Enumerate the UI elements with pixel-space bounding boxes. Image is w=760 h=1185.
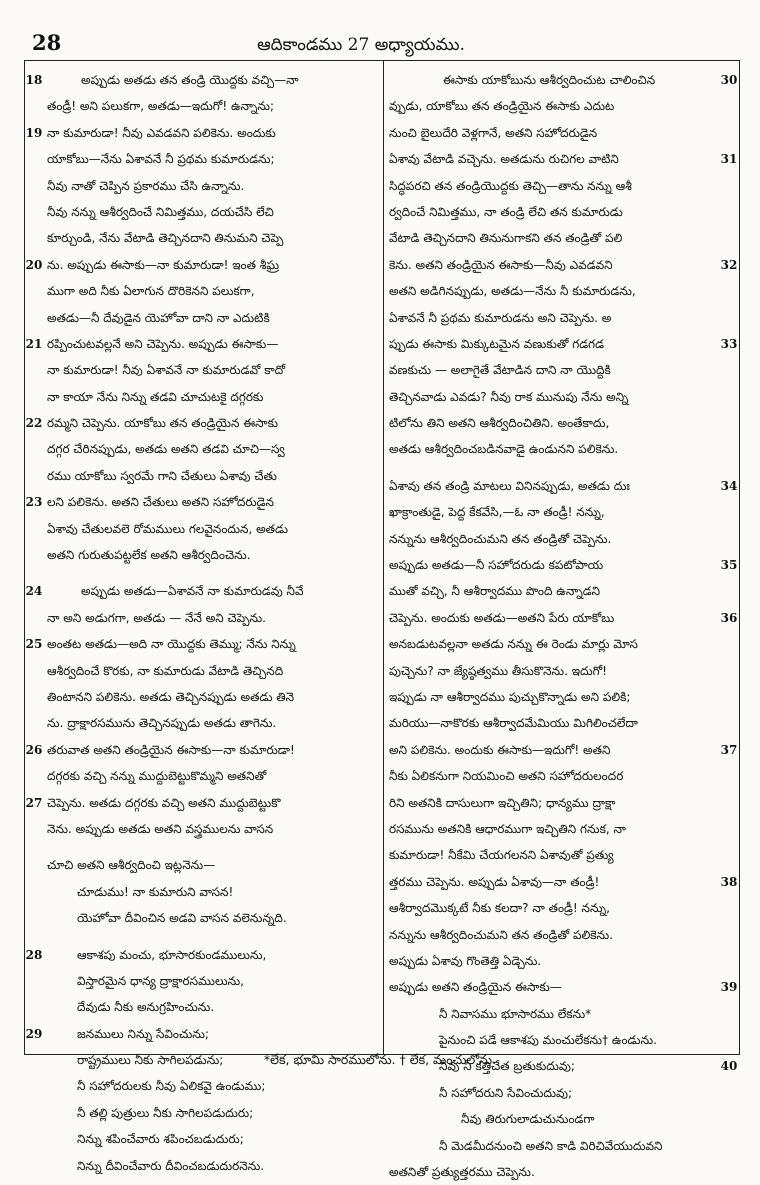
text-line — [387, 869, 739, 895]
text-line — [387, 605, 739, 631]
text-line — [25, 1021, 381, 1047]
text-line — [387, 922, 739, 948]
line-text: నీ మెడమీదనుంచి అతని కాడి విరిచివేయుదువని — [439, 1138, 663, 1153]
line-text: వేటాడి తెచ్చినదాని తినునుగాకని తన తండ్రితో పలి — [389, 231, 623, 246]
line-text: ఏశావు చేతులవలె రోమములు గలవైనందున, అతడు — [47, 521, 289, 536]
text-line — [387, 895, 739, 921]
text-line — [387, 948, 739, 974]
text-line — [387, 93, 739, 119]
line-text: రాష్ట్రములు నీకు సాగిలపడును; — [77, 1053, 224, 1068]
text-line — [387, 384, 739, 410]
column-divider — [383, 61, 384, 1054]
line-text: అతనితో ప్రత్యుత్తరము చెప్పెను. — [389, 1165, 535, 1180]
text-line — [387, 1001, 739, 1027]
verse-number: 30 — [720, 73, 738, 87]
text-line — [25, 67, 381, 93]
line-text: ఖాక్రాంతుడై, పెద్ద కేకవేసి,—ఓ నా తండ్రీ! నన్ను, — [389, 505, 605, 520]
line-text: రము యాకోబు స్వరమే గాని చేతులు ఏశావు చేతు — [47, 468, 277, 483]
verse-number: 33 — [720, 336, 738, 351]
footnote: *లేక, భూమి సారములోను. † లేక, మంచులోను. — [263, 1052, 497, 1067]
paragraph-gap — [25, 568, 381, 578]
text-line — [387, 278, 739, 304]
line-text: నన్నును ఆశీర్వదించుమని తన తండ్రితో చెప్పెను. — [389, 531, 612, 546]
line-text: వ్పుడు, యాకోబు తన తండ్రియైన ఈసాకు ఎదుట — [389, 99, 615, 114]
paragraph-gap — [387, 463, 739, 473]
text-line — [25, 384, 381, 410]
line-text: సిద్ధపరచి తన తండ్రియొద్దకు తెచ్చి—తాను నన్ను ఆశీ — [389, 178, 632, 193]
text-line — [25, 489, 381, 515]
text-line — [25, 463, 381, 489]
text-line — [387, 67, 739, 93]
line-text: నా కుమారుడా! నీవు ఎవడవని పలికెను. అందుకు — [47, 125, 276, 140]
text-line — [387, 710, 739, 736]
text-line — [25, 436, 381, 462]
text-line — [25, 879, 381, 905]
line-text: తండ్రీ! అని పలుకగా, అతడు—ఇదుగో! ఉన్నాను; — [47, 99, 274, 114]
text-line — [387, 684, 739, 710]
text-line — [387, 790, 739, 816]
text-line — [25, 631, 381, 657]
text-line — [25, 199, 381, 225]
text-line — [387, 526, 739, 552]
line-text: నన్నును ఆశీర్వదించుమని తన తండ్రితో పలికెను. — [389, 927, 613, 942]
line-text: నీకు ఏలికనుగా నియమించి అతని సహోదరులందర — [389, 769, 624, 784]
line-text: నీవు నీ కత్తిచేత బ్రతుకుదువు; — [439, 1059, 575, 1074]
line-text: నా కుమారుడా! నీవు ఏశావనే నా కుమారుడవో కాదో — [47, 363, 286, 378]
text-line — [25, 516, 381, 542]
text-line — [387, 410, 739, 436]
text-line — [25, 1073, 381, 1099]
page-header — [24, 30, 740, 60]
line-text: ముతో వచ్చి, నీ ఆశీర్వాదము పొంది ఉన్నాడని — [389, 584, 601, 599]
line-text: చెప్పెను. అందుకు అతడు—అతని పేరు యాకోబు — [389, 610, 615, 625]
verse-number: 28 — [25, 947, 43, 962]
text-line — [387, 499, 739, 525]
text-line — [387, 146, 739, 172]
page-title: ఆదికాండము 27 అధ్యాయము. — [257, 35, 465, 55]
line-text: త్తరము చెప్పెను. అప్పుడు ఏశావు—నా తండ్రీ! — [389, 874, 600, 889]
verse-number: 36 — [720, 610, 738, 625]
line-text: నీవు నాతో చెప్పిన ప్రకారము చేసి ఉన్నాను. — [47, 178, 245, 193]
line-text: ర్వదించే నిమిత్తము, నా తండ్రి లేచి తన కుమారుడు — [389, 204, 623, 219]
line-text: లని పలికెను. అతని చేతులు అతని సహోదరుడైన — [47, 495, 274, 510]
text-line — [25, 658, 381, 684]
verse-number: 40 — [720, 1059, 738, 1074]
verse-number: 25 — [25, 637, 43, 652]
text-line — [25, 763, 381, 789]
verse-number: 20 — [25, 257, 43, 272]
line-text: ను. అప్పుడు ఈసాకు—నా కుమారుడా! ఇంత శీఘ్ర — [47, 257, 280, 272]
verse-number: 27 — [25, 795, 43, 810]
text-line — [25, 1126, 381, 1152]
line-text: అప్పుడు అతడు—నీ సహోదరుడు కపటోపాయ — [389, 558, 604, 573]
text-line — [387, 331, 739, 357]
text-line — [387, 1027, 739, 1053]
text-line — [25, 942, 381, 968]
line-text: నా కాయా నేను నిన్ను తడవి చూచుటకై దగ్గరకు — [47, 389, 264, 404]
paragraph-gap — [25, 932, 381, 942]
text-line — [387, 658, 739, 684]
line-text: యెహోవా దీవించిన అడవి వాసన వలెనున్నది. — [77, 911, 287, 926]
text-line — [387, 578, 739, 604]
line-text: దగ్గర చేరినప్పుడు, అతడు అతని తడవి చూచి—స్వ — [47, 442, 285, 457]
text-line — [387, 199, 739, 225]
line-text: తరువాత అతని తండ్రియైన ఈసాకు—నా కుమారుడా! — [47, 742, 295, 757]
text-line — [387, 1080, 739, 1106]
line-text: తెచ్చినవాడు ఎవడు? నీవు రాక మునుపు నేను అన్ని — [389, 389, 629, 404]
line-text: రిని అతనికి దాసులుగా ఇచ్చితిని; ధాన్యము ద్రాక్షా — [389, 795, 616, 810]
text-line — [387, 974, 739, 1000]
verse-number: 24 — [25, 584, 43, 599]
verse-number: 32 — [720, 257, 738, 272]
line-text: చూచి అతని ఆశీర్వదించి ఇట్లనెను— — [47, 858, 216, 873]
text-line — [25, 994, 381, 1020]
line-text: తింటానని పలికెను. అతడు తెచ్చినప్పుడు అతడు తినె — [47, 689, 295, 704]
line-text: నీ నివాసము భూసారము లేకను* — [439, 1006, 592, 1021]
line-text: అప్పుడు అతడు—ఏశావనే నా కుమారుడవు నీవే — [81, 584, 304, 599]
text-line — [25, 816, 381, 842]
line-text: ముగా అది నీకు ఏలాగున దొరికెనని పలుకగా, — [47, 284, 255, 299]
text-line — [25, 578, 381, 604]
verse-number: 34 — [720, 478, 738, 493]
text-line — [387, 816, 739, 842]
text-line — [25, 278, 381, 304]
line-text: ఏశావనే నీ ప్రథమ కుమారుడను అని చెప్పెను. అ — [389, 310, 612, 325]
text-line — [387, 252, 739, 278]
line-text: కూర్చుండి, నేను వేటాడి తెచ్చినదాని తినుమని చెప్పె — [47, 231, 284, 246]
text-line — [25, 710, 381, 736]
verse-number: 38 — [720, 874, 738, 889]
line-text: అతని అడిగినప్పుడు, అతడు—నేను నీ కుమారుడను, — [389, 284, 636, 299]
verse-number: 35 — [720, 558, 738, 573]
text-line — [25, 605, 381, 631]
text-line — [387, 552, 739, 578]
line-text: అతని గురుతుపట్టలేక అతని ఆశీర్వదించెను. — [47, 548, 251, 563]
text-line — [387, 357, 739, 383]
page-number: 28 — [32, 30, 62, 55]
text-line — [387, 1133, 739, 1159]
text-line — [387, 120, 739, 146]
text-line — [25, 357, 381, 383]
text-line — [25, 252, 381, 278]
verse-number: 31 — [720, 152, 738, 167]
text-line — [387, 1106, 739, 1132]
line-text: రప్పించుటవల్లనే అని చెప్పెను. అప్పుడు ఈసాకు— — [47, 336, 279, 351]
line-text: అప్పుడు ఏశావు గొంతెత్తి ఏడ్చెను. — [389, 953, 542, 968]
text-line — [387, 631, 739, 657]
text-line — [25, 93, 381, 119]
line-text: టిలోను తిని అతని ఆశీర్వదించితిని. అంతేకాదు, — [389, 416, 610, 431]
verse-number: 22 — [25, 416, 43, 431]
line-text: ఏశావు తన తండ్రి మాటలు వినినప్పుడు, అతడు దుః — [389, 478, 630, 493]
line-text: రమ్మని చెప్పెను. యాకోబు తన తండ్రియైన ఈసాకు — [47, 416, 279, 431]
line-text: పుచ్చెను? నా జ్యేష్ఠత్వము తీసుకొనెను. ఇదుగో! — [389, 663, 607, 678]
text-line — [25, 737, 381, 763]
text-line — [25, 146, 381, 172]
line-text: కెను. అతని తండ్రియైన ఈసాకు—నీవు ఎవడవని — [389, 257, 613, 272]
text-line — [387, 1159, 739, 1185]
text-line — [387, 173, 739, 199]
text-line — [387, 473, 739, 499]
line-text: ఆకాశపు మంచు, భూసారకుండములును, — [77, 947, 267, 962]
line-text: నీ సహోదరుని సేవించుదువు; — [439, 1085, 573, 1100]
line-text: నుంచి బైలుదేరి వెళ్లగానే, అతని సహోదరుడైన — [389, 125, 598, 140]
line-text: నీ తల్లి పుత్రులు నీకు సాగిలపడుదురు; — [77, 1105, 254, 1120]
line-text: ఇప్పుడు నా ఆశీర్వాదము పుచ్చుకొన్నాడు అని పలికి; — [389, 689, 631, 704]
verse-number: 39 — [720, 980, 738, 995]
line-text: అని పలికెను. అందుకు ఈసాకు—ఇదుగో! అతని — [389, 742, 611, 757]
text-line — [25, 331, 381, 357]
paragraph-gap — [25, 842, 381, 852]
line-text: జనములు నిన్ను సేవించును; — [77, 1026, 209, 1041]
line-text: నా అని అడుగగా, అతడు — నేనే అని చెప్పెను. — [47, 610, 266, 625]
right-column — [387, 67, 739, 1180]
line-text: దేవుడు నీకు అనుగ్రహించును. — [77, 1000, 215, 1015]
line-text: నీ సహోదరులకు నీవు ఏలికవై ఉండుము; — [77, 1079, 266, 1094]
line-text: పైనుంచి పడే ఆకాశపు మంచులేకను† ఉండును. — [439, 1033, 657, 1048]
line-text: చూడుము! నా కుమారుని వాసన! — [77, 884, 234, 899]
text-line — [25, 542, 381, 568]
text-line — [25, 852, 381, 878]
text-line — [25, 305, 381, 331]
text-line — [25, 1153, 381, 1179]
text-line — [25, 225, 381, 251]
verse-number: 19 — [25, 125, 43, 140]
line-text: అంతట అతడు—అది నా యొద్దకు తెమ్ము; నేను నిన్ను — [47, 637, 296, 652]
line-text: కుమారుడా! నీకేమి చేయగలనని ఏశావుతో ప్రత్యు — [389, 848, 614, 863]
line-text: అతడు—నీ దేవుడైన యెహోవా దాని నా ఎదుటికి — [47, 310, 270, 325]
line-text: ఈసాకు యాకోబును ఆశీర్వదించుట చాలించిన — [443, 73, 656, 87]
text-line — [25, 905, 381, 931]
line-text: నెను. అప్పుడు అతడు అతని వస్త్రములను వాసన — [47, 821, 274, 836]
text-line — [387, 737, 739, 763]
line-text: రసమును అతనికి ఆధారముగా ఇచ్చితిని గనుక, నా — [389, 821, 626, 836]
verse-number: 23 — [25, 495, 43, 510]
line-text: ఆశీర్వాదమొక్కటే నీకు కలదా? నా తండ్రీ! నన్ను, — [389, 901, 610, 916]
text-line — [25, 1100, 381, 1126]
verse-number: 21 — [25, 336, 43, 351]
line-text: ప్పుడు ఈసాకు మిక్కుటమైన వణుకుతో గడగడ — [389, 336, 604, 351]
line-text: మరియు—నాకొరకు ఆశీర్వాదమేమియు మిగిలించలేదా — [389, 716, 638, 731]
line-text: నీవు తిరుగులాడుచునుండగా — [461, 1112, 595, 1127]
line-text: దగ్గరకు వచ్చి నన్ను ముద్దుబెట్టుకొమ్మని అతనితో — [47, 769, 267, 784]
line-text: చెప్పెను. అతడు దగ్గరకు వచ్చి అతని ముద్దుబెట్టుకొ — [47, 795, 281, 810]
text-line — [387, 225, 739, 251]
verse-number: 37 — [720, 742, 738, 757]
line-text: ను. ద్రాక్షారసమును తెచ్చినప్పుడు అతడు తాగెను. — [47, 716, 277, 731]
text-line — [25, 173, 381, 199]
text-line — [25, 968, 381, 994]
line-text: నీవు నన్ను ఆశీర్వదించే నిమిత్తము, దయచేసి లేచి — [47, 204, 274, 219]
text-line — [25, 790, 381, 816]
verse-number: 18 — [25, 73, 43, 87]
line-text: విస్తారమైన ధాన్య ద్రాక్షారసములును, — [77, 973, 244, 988]
text-line — [25, 410, 381, 436]
text-line — [25, 684, 381, 710]
line-text: వణకుచు — అలాగైతే వేటాడిన దాని నా యొద్దికి — [389, 363, 611, 378]
verse-number: 26 — [25, 742, 43, 757]
text-line — [387, 842, 739, 868]
text-line — [387, 305, 739, 331]
line-text: అప్పుడు అతడు తన తండ్రి యొద్దకు వచ్చి—నా — [81, 73, 299, 87]
line-text: అతడు ఆశీర్వదించబడినవాడై ఉండునని పలికెను. — [389, 442, 619, 457]
line-text: అనబడుటవల్లనా అతడు నన్ను ఈ రెండు మార్లు మోస — [389, 637, 638, 652]
line-text: నిన్ను శపించేవారు శపించబడుదురు; — [77, 1132, 244, 1147]
text-line — [387, 436, 739, 462]
line-text: యాకోబు—నేను ఏశావనే నీ ప్రథమ కుమారుడను; — [47, 152, 275, 167]
text-line — [25, 120, 381, 146]
line-text: నిన్ను దీవించేవారు దీవించబడుదురనెను. — [77, 1158, 265, 1173]
line-text: అప్పుడు అతని తండ్రియైన ఈసాకు— — [389, 980, 562, 995]
line-text: ఏశావు వేటాడి వచ్చెను. అతడును రుచిగల వాటిని — [389, 152, 619, 167]
text-line — [387, 763, 739, 789]
line-text: ఆశీర్వదించే కొరకు, నా కుమారుడు వేటాడి తెచ్చినది — [47, 663, 284, 678]
verse-number: 29 — [25, 1026, 43, 1041]
